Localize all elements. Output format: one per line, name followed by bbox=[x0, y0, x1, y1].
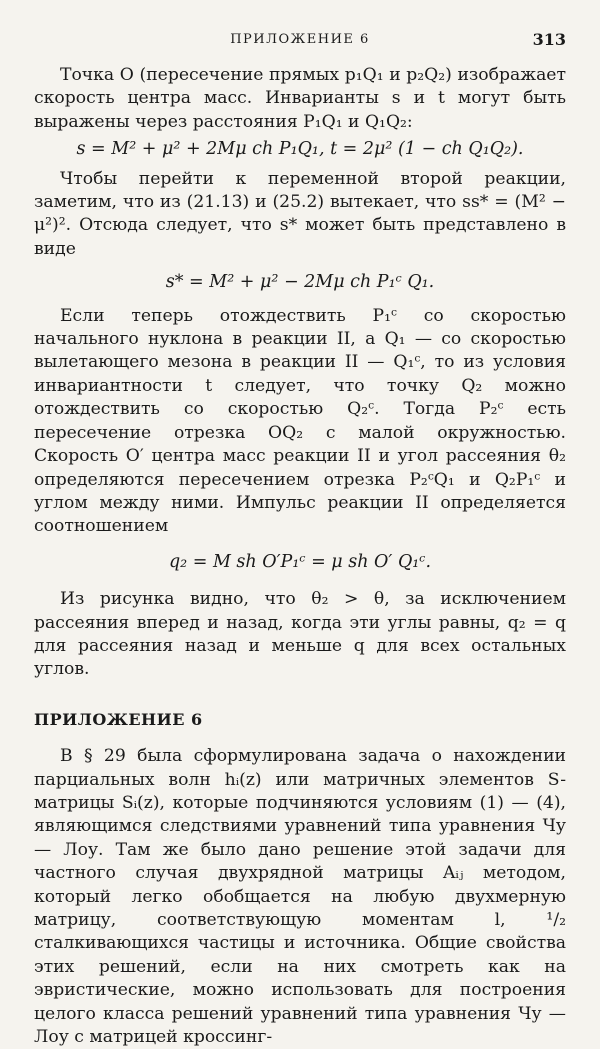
section-heading: ПРИЛОЖЕНИЕ 6 bbox=[34, 709, 203, 729]
page-number: 313 bbox=[532, 30, 566, 49]
paragraph-5: В § 29 была сформулирована задача о нахождении парциальных волн hᵢ(z) или матричных элементов S-матрицы Sᵢ(z), которые подчиняются условиям (1) — (4), являющимся следствиями уравнений типа уравнения Чу — Лоу. Там же было дано решение этой задачи для частного случая двухрядной матрицы Aᵢⱼ методом, который легко обобщается на любую двухмерную матрицу, соответствующую моментам l, ¹/₂ сталкивающихся частицы и источника. Общие свойства этих решений, если на них смотреть как на эвристические, можно использовать для построения целого класса решений уравнений типа уравнения Чу — Лоу с матрицей кроссинг- bbox=[34, 746, 566, 1048]
formula-1: s = M² + μ² + 2Mμ ch P₁Q₁, t = 2μ² (1 − ch Q₁Q₂). bbox=[76, 139, 524, 160]
page-header bbox=[34, 28, 566, 52]
formula-3: q₂ = M sh O′P₁ᶜ = μ sh O′ Q₁ᶜ. bbox=[168, 551, 432, 572]
paragraph-3: Если теперь отождествить P₁ᶜ со скоростью начального нуклона в реакции II, а Q₁ — со скоростью вылетающего мезона в реакции II — Q₁ᶜ, то из условия инвариантности t следует, что точку Q₂ можно отождествить со скоростью Q₂ᶜ. Тогда P₂ᶜ есть пересечение отрезка OQ₂ с малой окружностью. Скорость O′ центра масс реакции II и угол рассеяния θ₂ определяются пересечением отрезка P₂ᶜQ₁ и Q₂P₁ᶜ и углом между ними. Импульс реакции II определяется соотношением bbox=[34, 305, 566, 537]
page-body bbox=[34, 64, 566, 1049]
paragraph-2: Чтобы перейти к переменной второй реакции, заметим, что из (21.13) и (25.2) вытекает, что ss* = (M² − μ²)². Отсюда следует, что s* может быть представлено в виде bbox=[34, 168, 566, 259]
formula-2: s* = M² + μ² − 2Mμ ch P₁ᶜ Q₁. bbox=[165, 272, 435, 293]
paragraph-4: Из рисунка видно, что θ₂ > θ, за исключением рассеяния вперед и назад, когда эти углы равны, q₂ = q для рассеяния назад и меньше q для всех остальных углов. bbox=[34, 589, 566, 680]
running-title: ПРИЛОЖЕНИЕ 6 bbox=[230, 32, 370, 47]
paragraph-1: Точка O (пересечение прямых p₁Q₁ и p₂Q₂) изображает скорость центра масс. Инварианты s и t могут быть выражены через расстояния P₁Q₁ и Q₁Q₂: bbox=[34, 65, 566, 132]
